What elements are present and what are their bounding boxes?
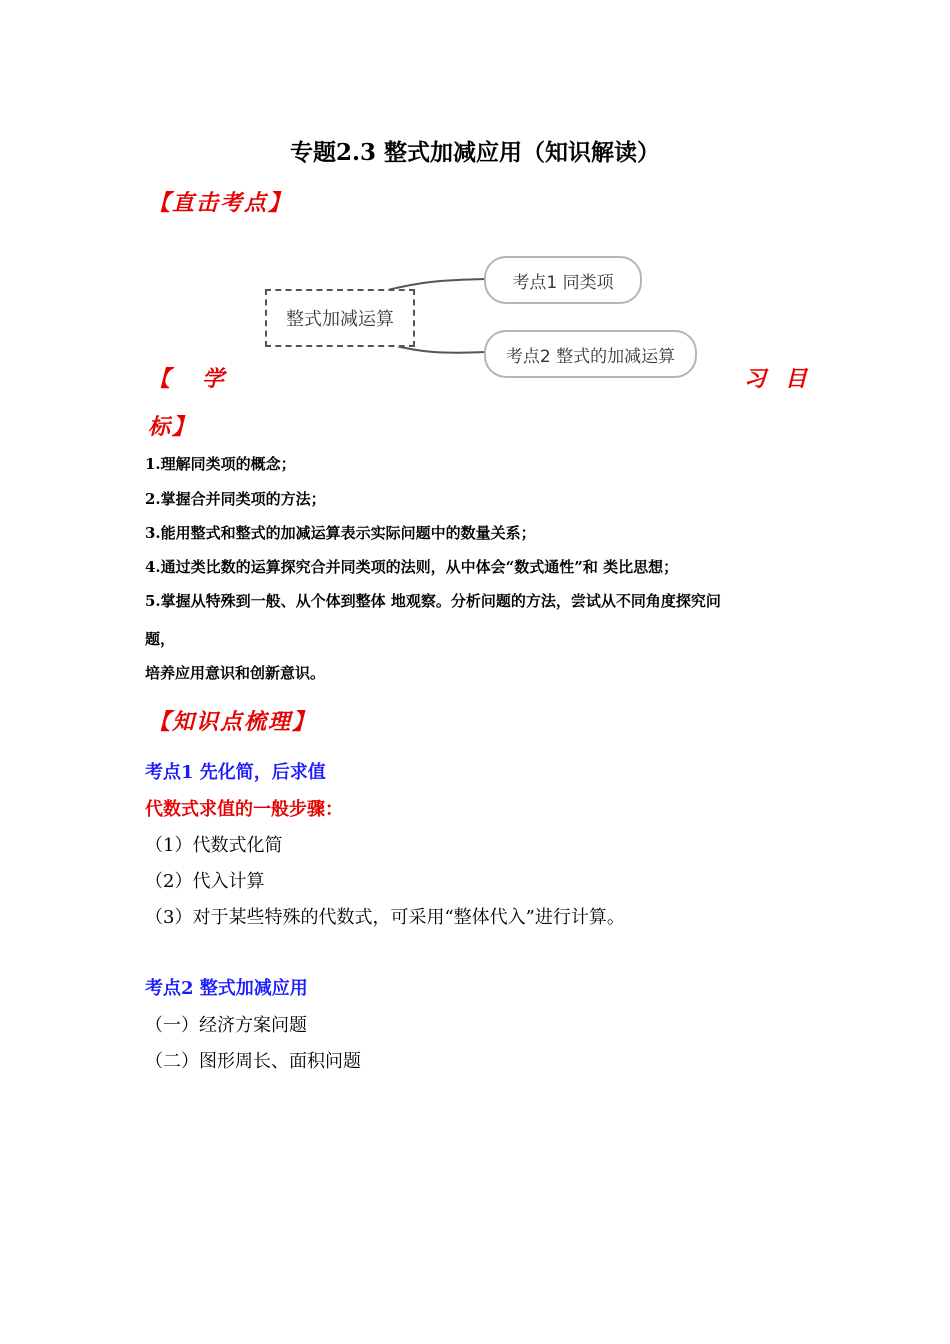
goal-item: 4.通过类比数的运算探究合并同类项的法则，从中体会“数式通性”和 类比思想； xyxy=(145,558,679,576)
list-item: （二）图形周长、面积问题 xyxy=(145,1051,361,1072)
goal-item: 培养应用意识和创新意识。 xyxy=(145,664,326,682)
section-heading-xuexi-xi: 习 xyxy=(744,366,769,392)
mindmap-connectors xyxy=(0,0,950,420)
mindmap-node-1: 考点1 同类项 xyxy=(484,256,642,304)
step-item: （1）代数式化简 xyxy=(145,835,283,856)
section-heading-zhiji: 【直击考点】 xyxy=(148,190,293,216)
goal-item: 2.掌握合并同类项的方法； xyxy=(145,490,326,508)
section-heading-xuexi-xue: 学 xyxy=(202,366,227,392)
mindmap-root: 整式加减运算 xyxy=(265,289,415,347)
point1-subheading: 代数式求值的一般步骤： xyxy=(145,799,343,820)
goal-item: 1.理解同类项的概念； xyxy=(145,455,296,473)
goal-item: 5.掌握从特殊到一般、从个体到整体 地观察。分析问题的方法，尝试从不同角度探究问 xyxy=(145,592,721,610)
step-item: （3）对于某些特殊的代数式，可采用“整体代入”进行计算。 xyxy=(145,907,625,928)
mindmap-node-2: 考点2 整式的加减运算 xyxy=(484,330,697,378)
section-heading-xuexi-mu: 目 xyxy=(785,366,810,392)
list-item: （一）经济方案问题 xyxy=(145,1015,307,1036)
section-heading-zhishi: 【知识点梳理】 xyxy=(148,709,317,735)
goal-item: 题， xyxy=(145,630,176,648)
point2-heading: 考点2 整式加减应用 xyxy=(145,978,308,999)
goal-item: 3.能用整式和整式的加减运算表示实际问题中的数量关系； xyxy=(145,524,536,542)
page-title: 专题2.3 整式加减应用（知识解读） xyxy=(289,139,661,166)
point1-heading: 考点1 先化简，后求值 xyxy=(145,762,326,783)
step-item: （2）代入计算 xyxy=(145,871,265,892)
section-heading-xuexi-biao: 标】 xyxy=(148,414,197,440)
section-heading-xuexi-bracket: 【 xyxy=(148,366,173,392)
